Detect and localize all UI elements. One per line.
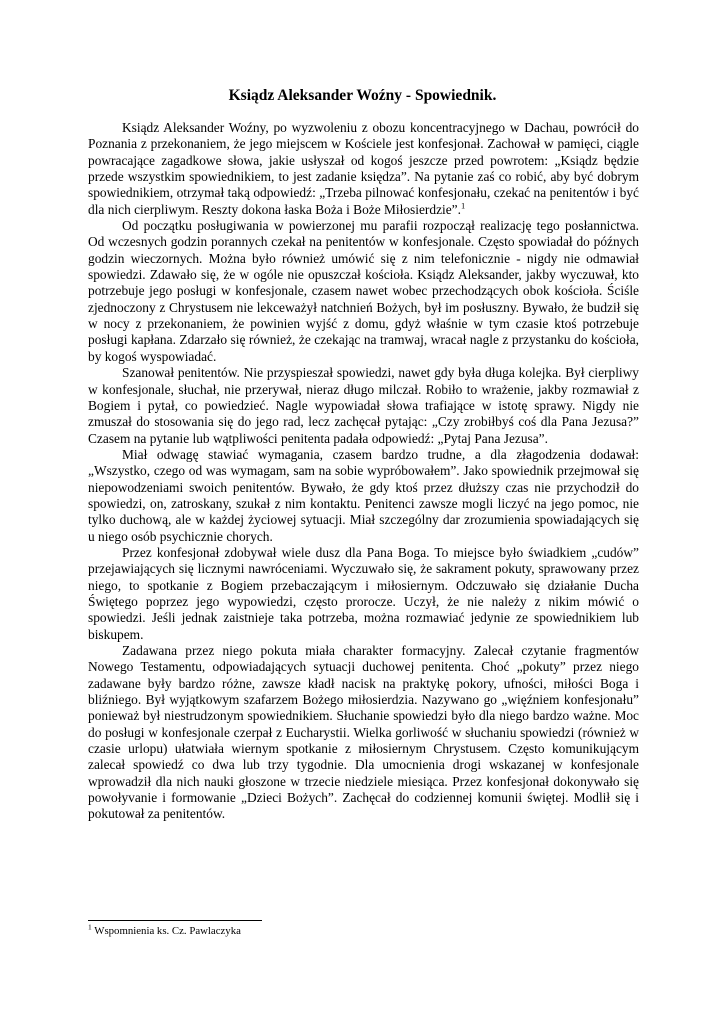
document-body bbox=[88, 120, 639, 823]
footnote bbox=[88, 924, 241, 938]
paragraph-2: Od początku posługiwania w powierzonej mu parafii rozpoczął realizację tego posłannictwa. Od wczesnych godzin porannych czekał na penitentów w konfesjonale. Często spowiadał do późnych godzin wieczornych. Można było również umówić się z nim telefonicznie - nigdy nie odmawiał spowiedzi. Zdawało się, że w ogóle nie opuszczał kościoła. Ksiądz Aleksander, jakby wyczuwał, kto potrzebuje jego posługi w konfesjonale, czasem nawet wobec przechodzących obok kościoła. Ściśle zjednoczony z Chrystusem nie lekceważył natchnień Bożych, był im posłuszny. Bywało, że budził się w nocy z przekonaniem, że powinien wyjść z domu, gdyż właśnie w tym czasie ktoś potrzebuje posługi kapłana. Zdarzało się również, że czekając na tramwaj, wracał nagle z przystanku do kościoła, by kogoś wyspowiadać. bbox=[88, 218, 639, 364]
footnote-number: 1 bbox=[88, 922, 92, 932]
paragraph-1-text: Ksiądz Aleksander Woźny, po wyzwoleniu z obozu koncentracyjnego w Dachau, powrócił do Poznania z przekonaniem, że jego miejscem w Kościele jest konfesjonał. Zachował w pamięci, ciągle powracające zagadkowe słowa, jakie usłyszał od kogoś jeszcze przed powrotem: „Ksiądz będzie przede wszystkim spowiednikiem, to jest zadanie księdza”. Na pytanie zaś co robić, aby być dobrym spowiednikiem, otrzymał taką odpowiedź: „Trzeba pilnować konfesjonału, czekać na penitentów i być dla nich cierpliwym. Reszty dokona łaska Boża i Boże Miłosierdzie”. bbox=[88, 120, 639, 217]
paragraph-5: Przez konfesjonał zdobywał wiele dusz dla Pana Boga. To miejsce było świadkiem „cudów” przejawiających się licznymi nawróceniami. Wyczuwało się, że sakrament pokuty, sprawowany przez niego, to spotkanie z Bogiem przebaczającym i miłosiernym. Odczuwało się działanie Ducha Świętego poprzez jego wypowiedzi, często prorocze. Uczył, że nie należy z nikim mówić o spowiedzi. Jeśli jednak zaistnieje taka potrzeba, można rozmawiać jedynie ze spowiednikiem lub biskupem. bbox=[88, 544, 639, 642]
paragraph-4: Miał odwagę stawiać wymagania, czasem bardzo trudne, a dla złagodzenia dodawał: „Wszystko, czego od was wymagam, sam na sobie wypróbowałem”. Jako spowiednik przejmował się niepowodzeniami swoich penitentów. Bywało, że gdy ktoś przez dłuższy czas nie przychodził do spowiedzi, on, zatroskany, szukał z nim kontaktu. Penitenci zawsze mogli liczyć na jego pomoc, nie tylko duchową, ale w każdej życiowej sytuacji. Miał szczególny dar zrozumienia spowiadających się u niego osób psychicznie chorych. bbox=[88, 446, 639, 544]
document-title: Ksiądz Aleksander Woźny - Spowiednik. bbox=[228, 87, 497, 104]
paragraph-1 bbox=[88, 120, 639, 218]
footnote-divider bbox=[88, 920, 262, 921]
paragraph-3: Szanował penitentów. Nie przyspieszał spowiedzi, nawet gdy była długa kolejka. Był cierpliwy w konfesjonale, słuchał, nie przerywał, nieraz długo milczał. Robiło to wrażenie, jakby rozmawiał z Bogiem i pytał, co powiedzieć. Nagle wypowiadał słowa trafiające w istotę sprawy. Nigdy nie zmuszał do stosowania się do jego rad, lecz zachęcał pytając: „Czy zrobiłbyś coś dla Pana Jezusa?” Czasem na pytanie lub wątpliwości penitenta padała odpowiedź: „Pytaj Pana Jezusa”. bbox=[88, 365, 639, 446]
footnote-reference: 1 bbox=[460, 200, 466, 211]
paragraph-6: Zadawana przez niego pokuta miała charakter formacyjny. Zalecał czytanie fragmentów Nowego Testamentu, odpowiadających sytuacji duchowej penitenta. Choć „pokuty” przez niego zadawane były bardzo różne, zawsze kładł nacisk na praktykę pokory, ufności, miłości Boga i bliźniego. Był wyjątkowym szafarzem Bożego miłosierdzia. Nazywano go „więźniem konfesjonału” ponieważ był niestrudzonym spowiednikiem. Słuchanie spowiedzi było dla niego bardzo ważne. Moc do posługi w konfesjonale czerpał z Eucharystii. Wielka gorliwość w słuchaniu spowiedzi (również w czasie urlopu) ułatwiała wiernym spotkanie z miłosiernym Chrystusem. Często komunikującym zalecał spowiedź co dwa lub trzy tygodnie. Dla umocnienia drogi wskazanej w konfesjonale wprowadził dla nich nauki głoszone w trzecie niedziele miesiąca. Przez konfesjonał dokonywało się powołyvanie i formowanie „Dzieci Bożych”. Zachęcał do codziennej komunii świętej. Modlił się i pokutował za penitentów. bbox=[88, 643, 639, 822]
footnote-text: Wspomnienia ks. Cz. Pawlaczyka bbox=[94, 925, 241, 937]
